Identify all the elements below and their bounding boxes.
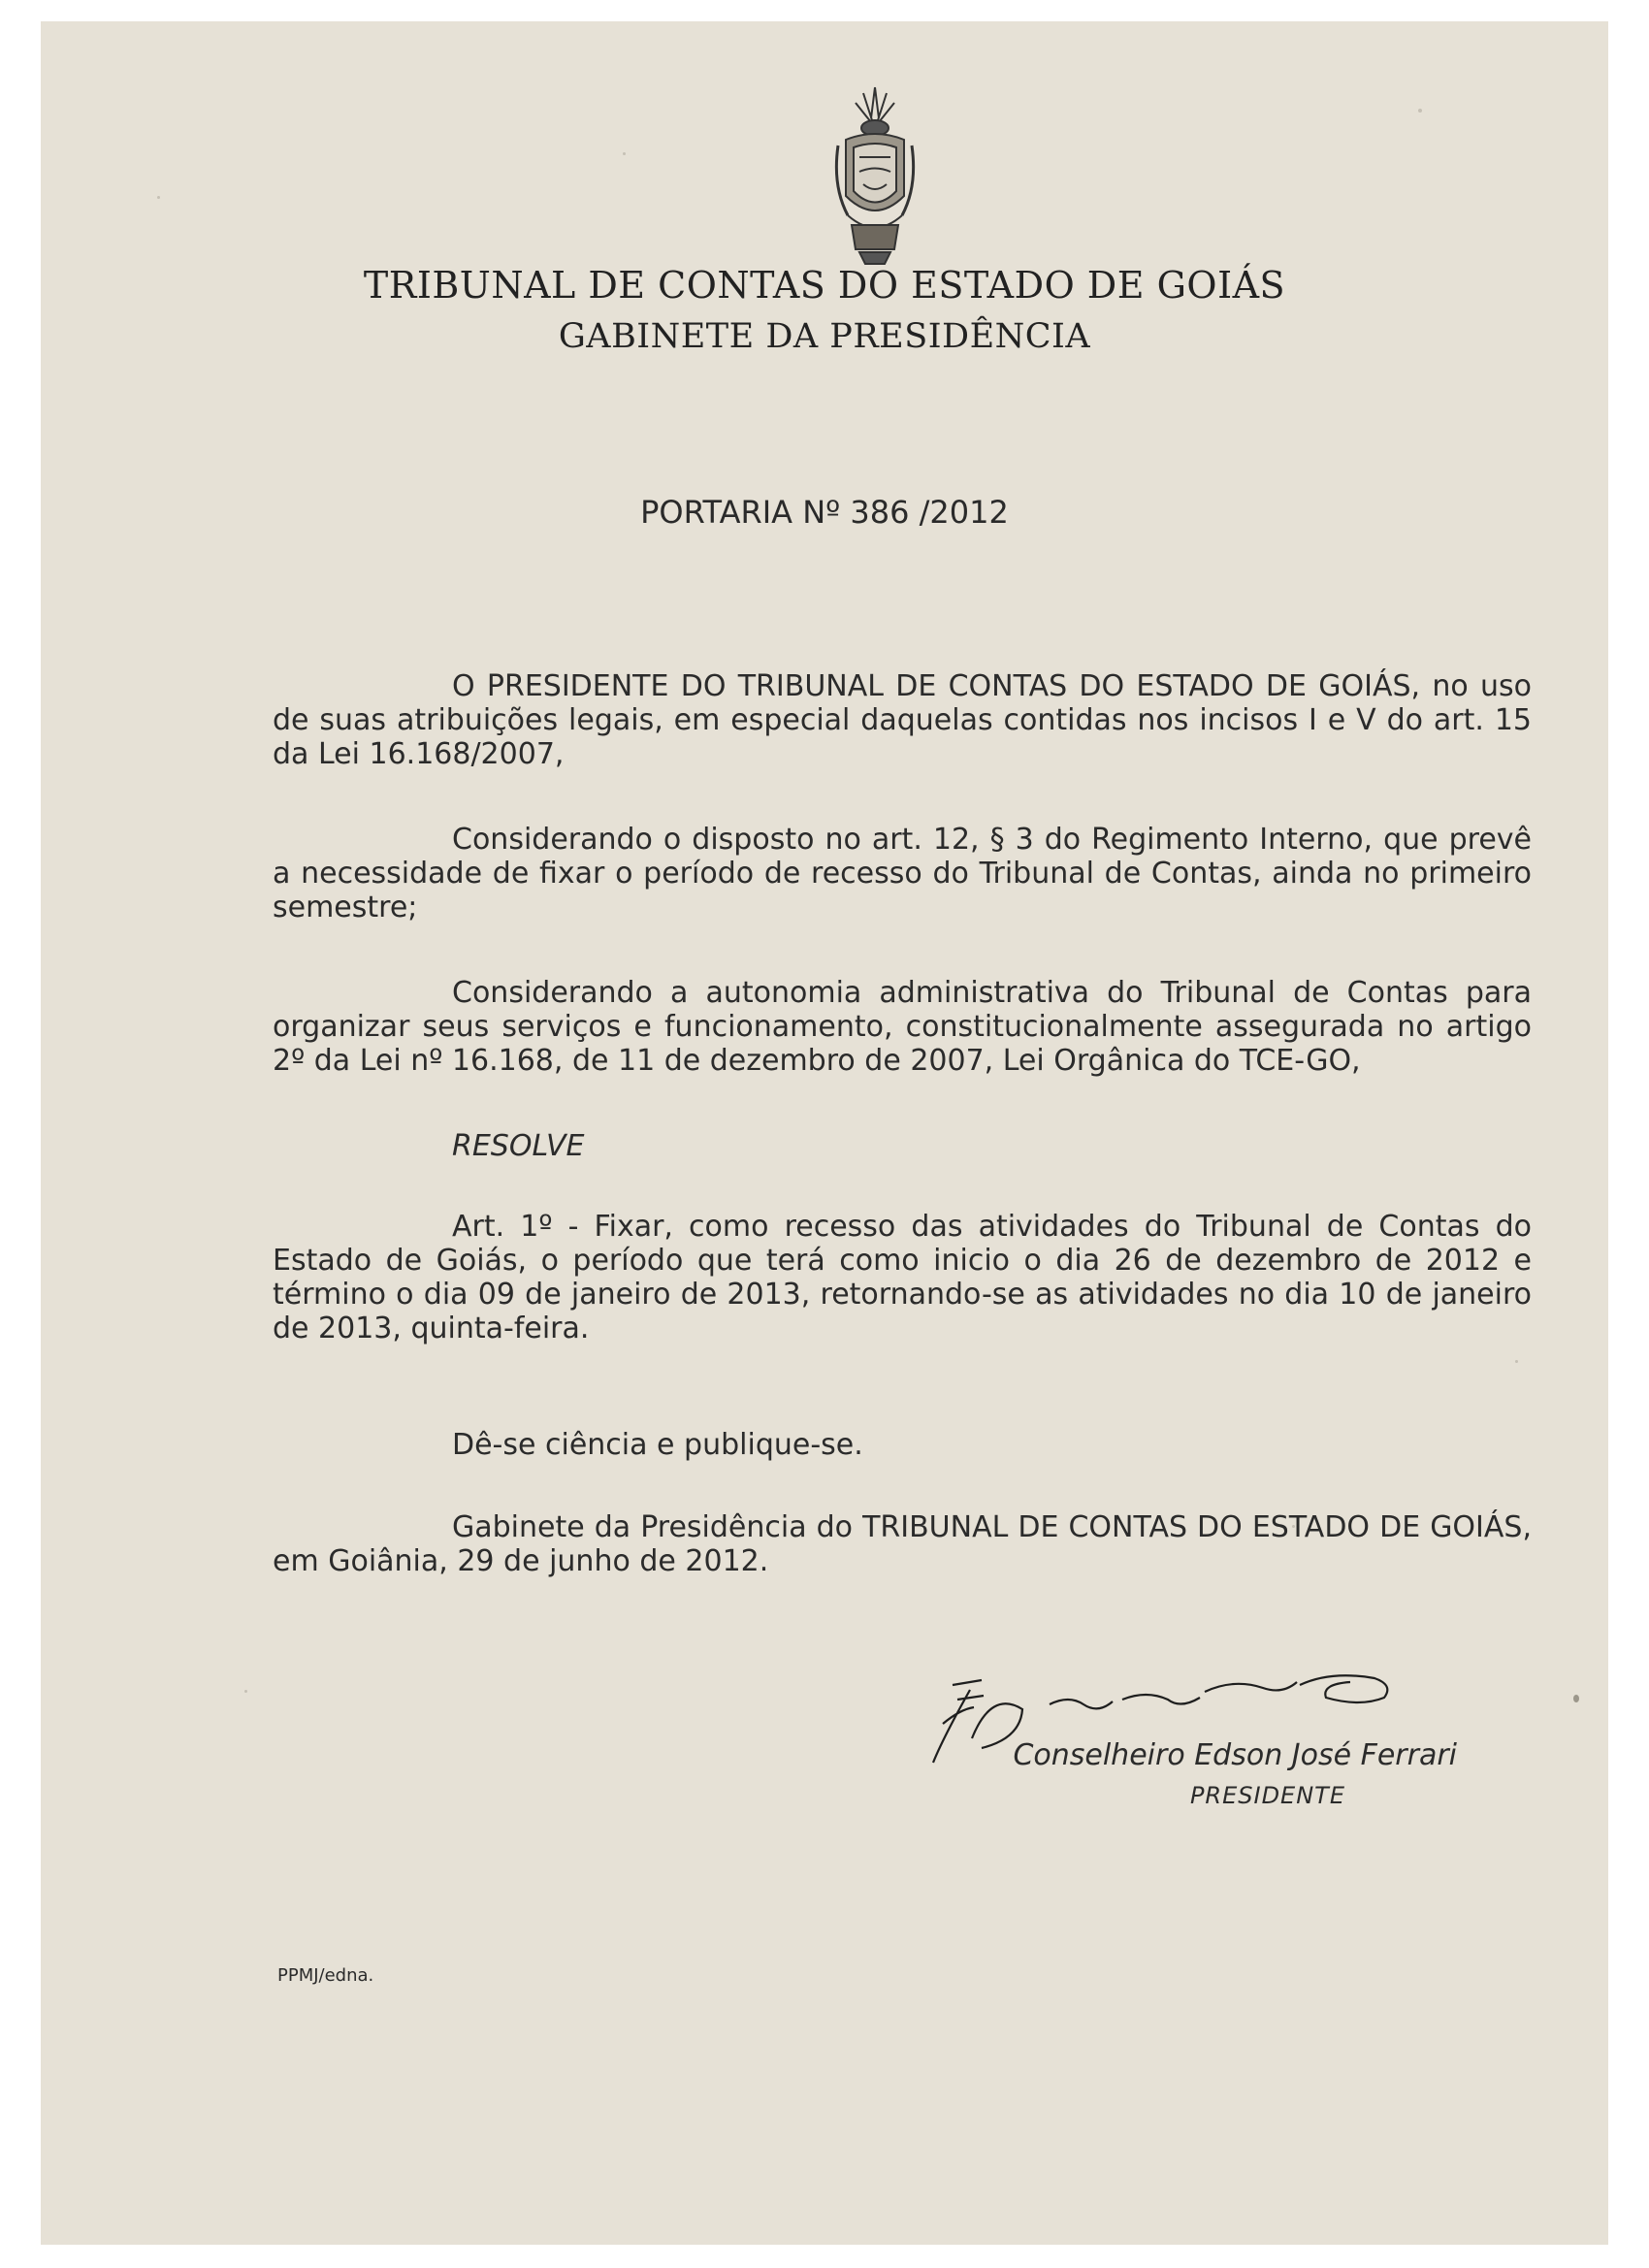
institution-name: TRIBUNAL DE CONTAS DO ESTADO DE GOIÁS — [363, 264, 1286, 307]
paper-speck — [1573, 1695, 1579, 1702]
resolve-heading: RESOLVE — [452, 1129, 585, 1163]
paper-speck — [157, 196, 160, 199]
publish-paragraph: Dê-se ciência e publique-se. — [452, 1428, 863, 1462]
preamble-paragraph: O PRESIDENTE DO TRIBUNAL DE CONTAS DO ESTADO DE GOIÁS, no uso de suas atribuições legais, em especial daquelas contidas nos incisos I e V do art. 15 da Lei 16.168/2007, — [273, 669, 1532, 771]
considering-paragraph-1: Considerando o disposto no art. 12, § 3 do Regimento Interno, que prevê a necessidade de fixar o período de recesso do Tribunal de Contas, ainda no primeiro semestre; — [273, 823, 1532, 924]
signatory-name: Conselheiro Edson José Ferrari — [1013, 1738, 1457, 1772]
paper-speck — [244, 1690, 247, 1693]
signatory-role: PRESIDENTE — [1189, 1782, 1345, 1809]
coat-of-arms-icon — [826, 80, 923, 269]
article-1-paragraph: Art. 1º - Fixar, como recesso das atividades do Tribunal de Contas do Estado de Goiás, o período que terá como inicio o dia 26 de dezembro de 2012 e término o dia 09 de janeiro de 2013, retornando-se as atividades no dia 10 de janeiro de 2013, quinta-feira. — [273, 1210, 1532, 1345]
document-title: PORTARIA Nº 386 /2012 — [640, 494, 1009, 531]
considering-paragraph-2: Considerando a autonomia administrativa do Tribunal de Contas para organizar seus serviços e funcionamento, constitucionalmente assegurada no artigo 2º da Lei nº 16.168, de 11 de dezembro de 2007, Lei Orgânica do TCE-GO, — [273, 976, 1532, 1078]
paper-speck — [1418, 109, 1422, 113]
department-name: GABINETE DA PRESIDÊNCIA — [558, 317, 1091, 356]
document-body — [273, 669, 1532, 1630]
paper-speck — [623, 152, 626, 155]
closing-paragraph: Gabinete da Presidência do TRIBUNAL DE CONTAS DO ESTADO DE GOIÁS, em Goiânia, 29 de junho de 2012. — [273, 1510, 1532, 1578]
signature-block — [914, 1670, 1554, 1826]
reference-initials: PPMJ/edna. — [277, 1965, 374, 1986]
document-page — [41, 21, 1608, 2245]
